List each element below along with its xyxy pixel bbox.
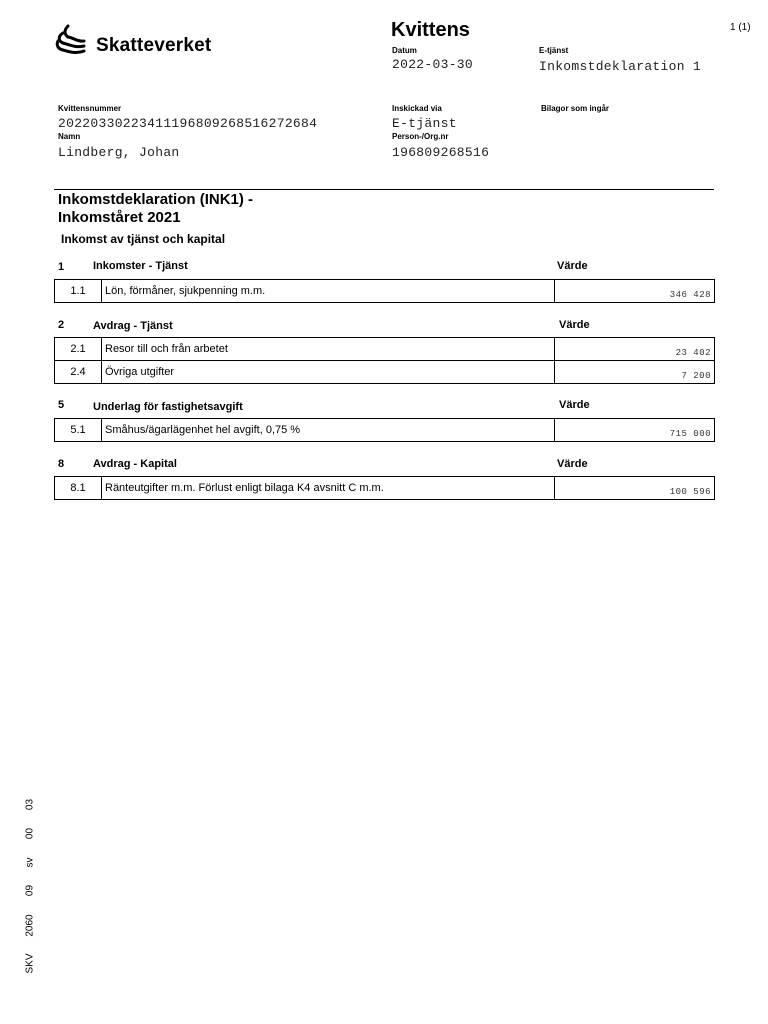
form-code-part: sv [24,857,36,868]
etjanst-value: Inkomstdeklaration 1 [539,59,702,74]
section-1-table [54,279,715,303]
document-title-line1: Inkomstdeklaration (INK1) - [58,191,254,208]
section-8-name: Avdrag - Kapital [93,458,177,470]
page-number: 1 (1) [730,22,751,33]
datum-value: 2022-03-30 [392,57,474,72]
table-row [55,338,715,361]
form-code-part: 03 [24,798,36,811]
row-code: 8.1 [55,477,102,500]
bilagor-label: Bilagor som ingår [541,104,610,113]
table-row [55,280,715,303]
section-5-number: 5 [58,399,65,411]
section-5-value-header: Värde [559,399,590,411]
row-code: 2.1 [55,338,102,361]
namn-value: Lindberg, Johan [58,145,180,160]
row-code: 5.1 [55,419,102,442]
page-title: Kvittens [391,19,470,41]
row-value: 23 402 [555,338,715,361]
section-8-value-header: Värde [557,458,588,470]
row-code: 2.4 [55,361,102,384]
section-1-number: 1 [58,261,65,273]
row-value: 346 428 [555,280,715,303]
skatteverket-logo-icon [54,24,88,56]
logo-wordmark: Skatteverket [96,35,212,56]
etjanst-label: E-tjänst [539,46,569,55]
table-row [55,419,715,442]
form-code-part: 09 [24,884,36,897]
namn-label: Namn [58,132,81,141]
section-5-table [54,418,715,442]
datum-label: Datum [392,46,417,55]
row-value: 7 200 [555,361,715,384]
row-value: 715 000 [555,419,715,442]
person-label: Person-/Org.nr [392,132,449,141]
table-row [55,361,715,384]
form-code-part: SKV [24,953,36,974]
kvittensnummer-value: 20220330223411196809268516272684 [58,116,318,131]
section-1-value-header: Värde [557,260,588,272]
section-5-name: Underlag för fastighetsavgift [93,401,243,413]
row-description: Småhus/ägarlägenhet hel avgift, 0,75 % [102,419,555,442]
section-2-number: 2 [58,319,65,331]
section-2-name: Avdrag - Tjänst [93,320,173,332]
row-code: 1.1 [55,280,102,303]
header-divider [54,189,714,190]
document-subtitle: Inkomst av tjänst och kapital [61,232,226,246]
inskickad-label: Inskickad via [392,104,442,113]
kvittensnummer-label: Kvittensnummer [58,104,122,113]
row-description: Lön, förmåner, sjukpenning m.m. [102,280,555,303]
section-8-table [54,476,715,500]
row-description: Ränteutgifter m.m. Förlust enligt bilaga K4 avsnitt C m.m. [102,477,555,500]
section-1-name: Inkomster - Tjänst [93,260,188,272]
skatteverket-logo [54,24,224,58]
document-title-line2: Inkomståret 2021 [58,209,181,226]
section-2-table [54,337,715,384]
row-description: Övriga utgifter [102,361,555,384]
document-title [58,191,253,227]
table-row [55,477,715,500]
person-value: 196809268516 [392,145,490,160]
row-description: Resor till och från arbetet [102,338,555,361]
form-code-part: 2060 [24,914,36,937]
section-8-number: 8 [58,458,65,470]
section-2-value-header: Värde [559,319,590,331]
inskickad-value: E-tjänst [392,116,457,131]
form-code-part: 00 [24,827,36,840]
row-value: 100 596 [555,477,715,500]
